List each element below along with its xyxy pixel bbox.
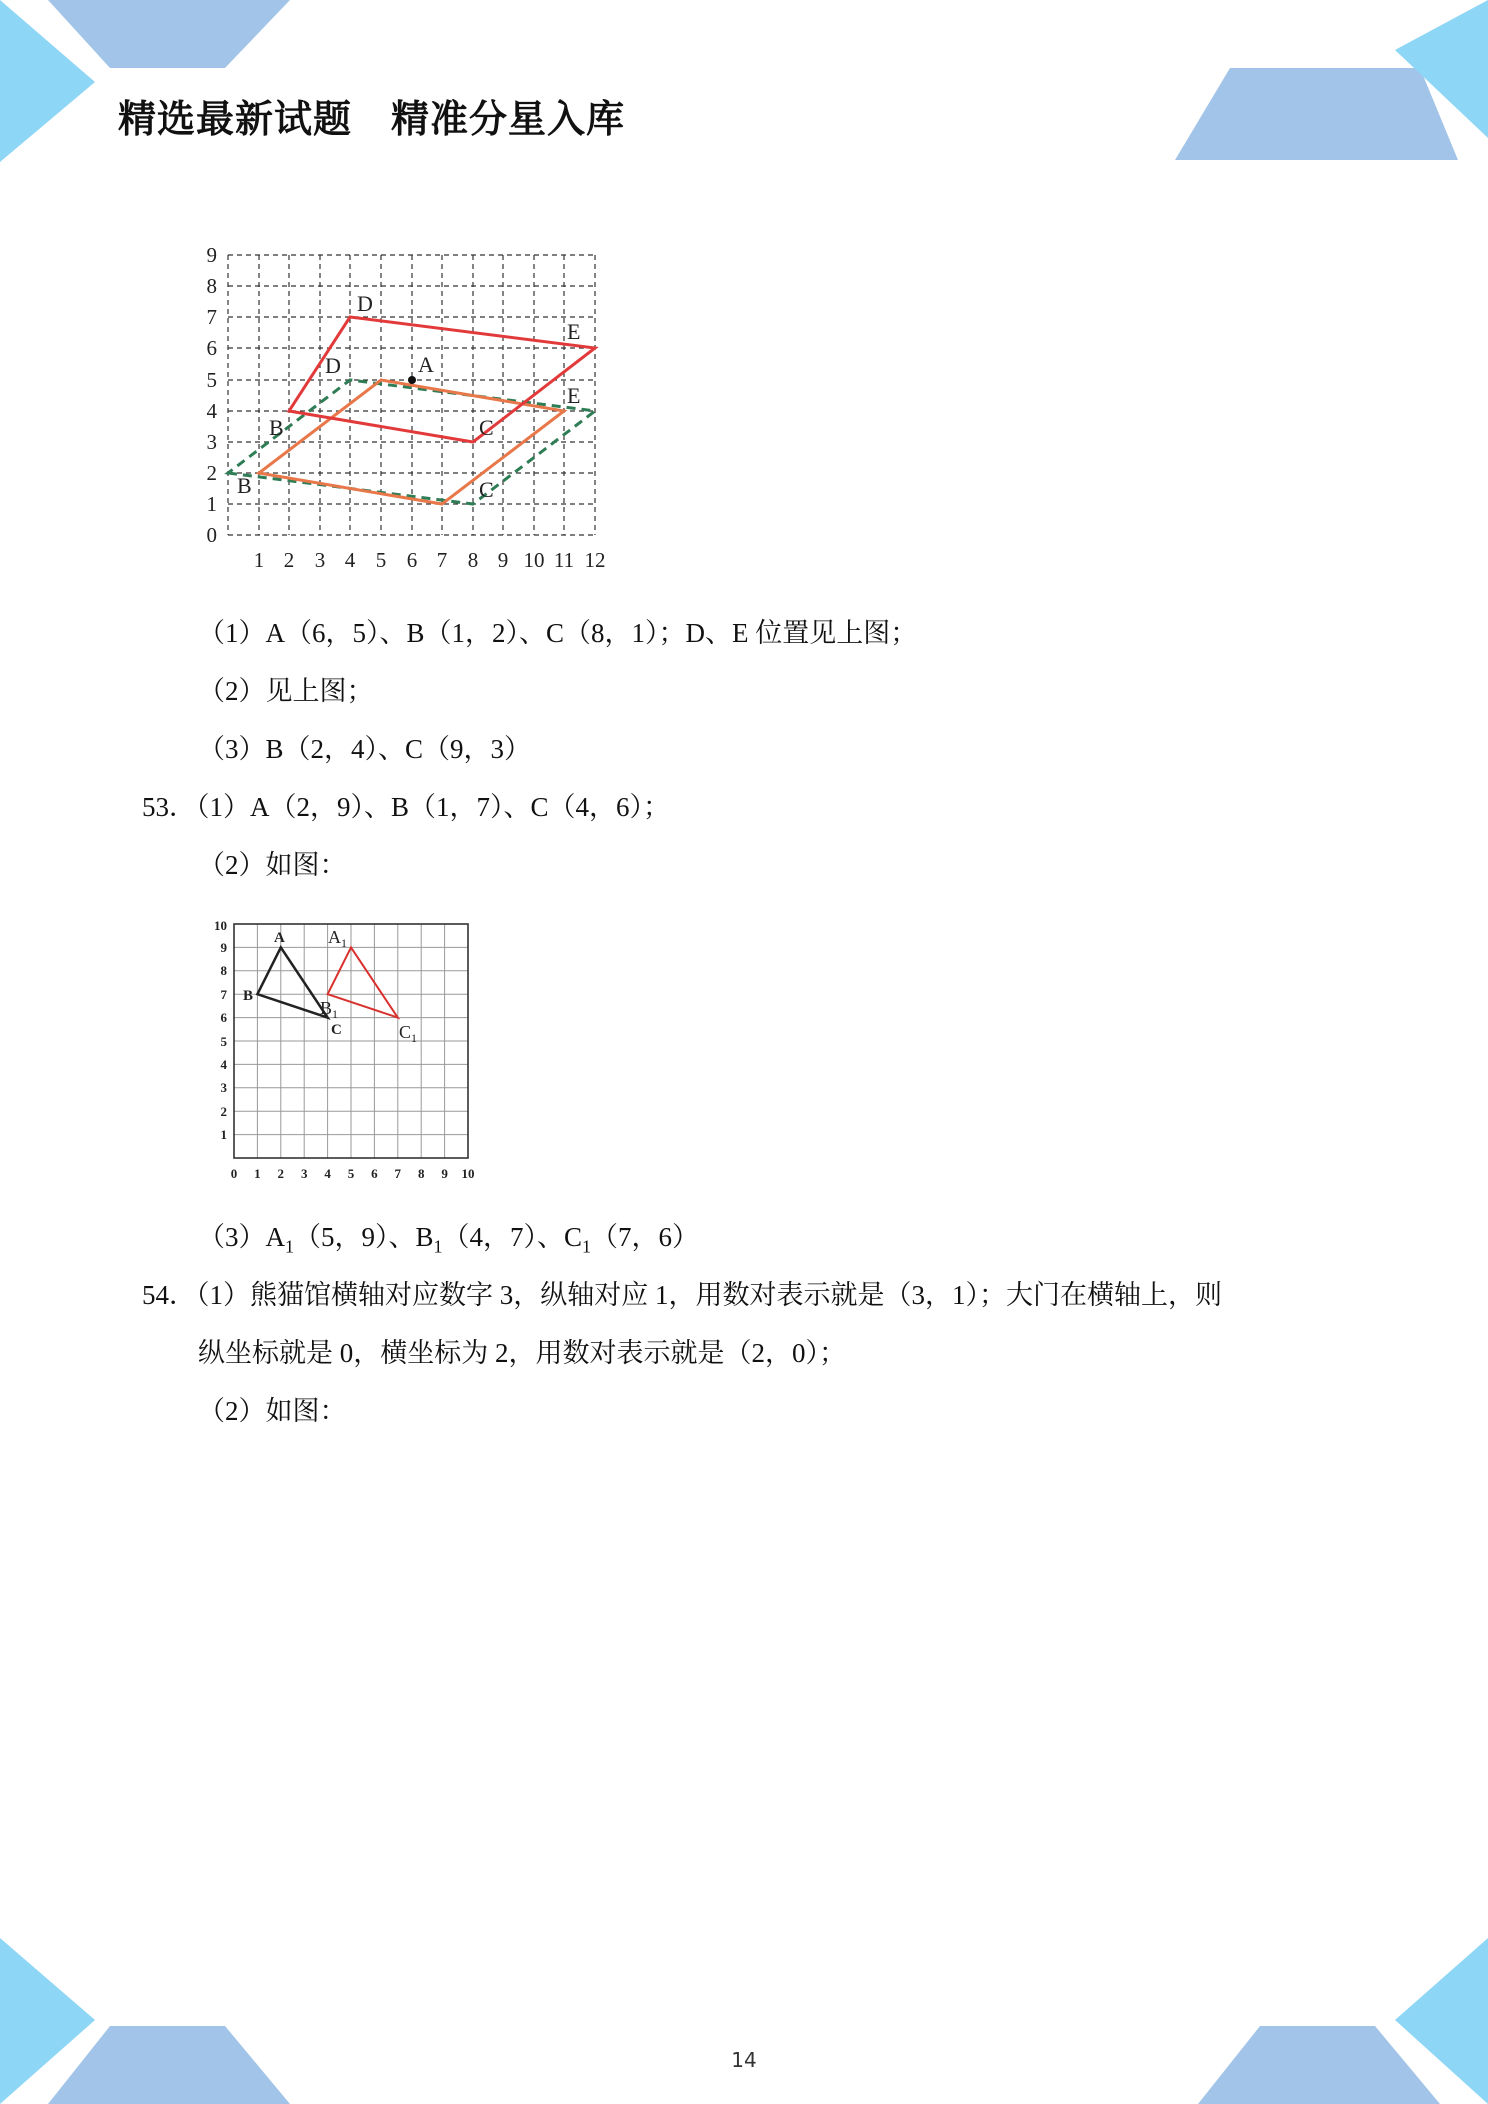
label-c: C	[331, 1022, 342, 1038]
point-a	[408, 376, 416, 384]
answer-52-part-1: （1）A（6，5）、B（1，2）、C（8，1）；D、E 位置见上图；	[198, 618, 918, 648]
answer-52-part-2: （2）见上图；	[198, 676, 374, 706]
y-tick: 6	[220, 1010, 227, 1025]
label-b-low: B	[237, 473, 252, 498]
x-tick: 3	[300, 1166, 308, 1181]
y-tick: 2	[206, 461, 217, 485]
answer-53-part-1: 53．（1）A（2，9）、B（1，7）、C（4，6）；	[142, 792, 671, 822]
x-tick: 0	[230, 1166, 238, 1181]
label-d-top: D	[357, 291, 373, 316]
label-e-mid: E	[567, 383, 581, 408]
x-tick: 6	[406, 548, 418, 572]
x-tick: 1	[253, 548, 265, 572]
y-tick: 1	[206, 492, 217, 516]
y-tick: 8	[220, 963, 227, 978]
y-tick: 8	[206, 274, 217, 298]
y-tick: 2	[220, 1104, 227, 1119]
y-tick: 4	[206, 399, 217, 423]
y-tick: 5	[206, 368, 217, 392]
decor-trapezoid-top-right	[1175, 68, 1458, 160]
y-tick: 0	[206, 523, 217, 547]
y-tick: 7	[206, 305, 217, 329]
x-tick: 3	[314, 548, 326, 572]
answer-54-part-1-cont: 纵坐标就是 0，横坐标为 2，用数对表示就是（2，0）；	[198, 1338, 846, 1368]
x-tick: 1	[254, 1166, 261, 1181]
y-tick: 1	[220, 1127, 227, 1142]
x-tick: 2	[277, 1166, 285, 1181]
x-tick: 4	[324, 1166, 331, 1181]
label-a1: $A_1$	[328, 927, 347, 950]
label-b1: $B_1$	[320, 998, 339, 1021]
x-tick: 12	[584, 548, 606, 572]
y-tick: 10	[214, 920, 227, 933]
coordinate-figure-triangles	[210, 920, 490, 1185]
label-b: B	[243, 988, 254, 1004]
decor-trapezoid-top-left	[48, 0, 290, 68]
black-triangle	[257, 947, 327, 1017]
y-tick: 3	[206, 430, 217, 454]
label-c-low: C	[479, 477, 494, 502]
x-tick: 5	[375, 548, 387, 572]
x-tick: 9	[441, 1166, 448, 1181]
label-e-top: E	[567, 319, 581, 344]
red-triangle	[328, 947, 398, 1017]
x-tick: 8	[417, 1166, 425, 1181]
x-tick: 10	[461, 1166, 475, 1181]
x-tick: 7	[436, 548, 448, 572]
y-tick: 9	[220, 940, 227, 955]
x-tick: 2	[283, 548, 295, 572]
label-c1: $C_1$	[399, 1022, 418, 1045]
grid-lines	[234, 924, 468, 1158]
label-b-mid: B	[269, 415, 284, 440]
answer-53-part-2: （2）如图：	[198, 850, 347, 880]
x-tick: 5	[347, 1166, 355, 1181]
x-tick: 11	[553, 548, 575, 572]
y-tick: 9	[206, 245, 217, 267]
y-tick: 5	[220, 1034, 227, 1049]
answer-52-part-3: （3）B（2，4）、C（9，3）	[198, 734, 532, 764]
grid-lines	[228, 255, 595, 535]
label-d-mid: D	[325, 353, 341, 378]
answer-53-part-3: $(3)A_1(5$，9）、$B_1(4$，7）、$C_1(7$，6）	[198, 1222, 700, 1257]
x-tick: 8	[467, 548, 479, 572]
header-title: 精选最新试题 精准分星入库	[118, 97, 626, 141]
answer-54-part-1: 54．（1）熊猫馆横轴对应数字 3，纵轴对应 1，用数对表示就是（3，1）；大门在横轴上，则	[142, 1280, 1222, 1310]
y-tick: 3	[220, 1080, 227, 1095]
x-tick: 9	[497, 548, 509, 572]
x-tick: 10	[523, 548, 545, 572]
label-a: A	[274, 930, 285, 946]
coordinate-figure-parallelograms	[195, 245, 615, 575]
y-tick: 7	[220, 987, 227, 1002]
label-c-mid: C	[479, 415, 494, 440]
y-tick: 4	[220, 1057, 227, 1072]
x-tick: 7	[394, 1166, 402, 1181]
answer-54-part-2: （2）如图：	[198, 1396, 347, 1426]
x-tick: 6	[371, 1166, 378, 1181]
page-number: 14	[731, 2048, 757, 2072]
x-tick: 4	[344, 548, 356, 572]
y-tick: 6	[206, 336, 217, 360]
label-a: A	[418, 352, 434, 377]
